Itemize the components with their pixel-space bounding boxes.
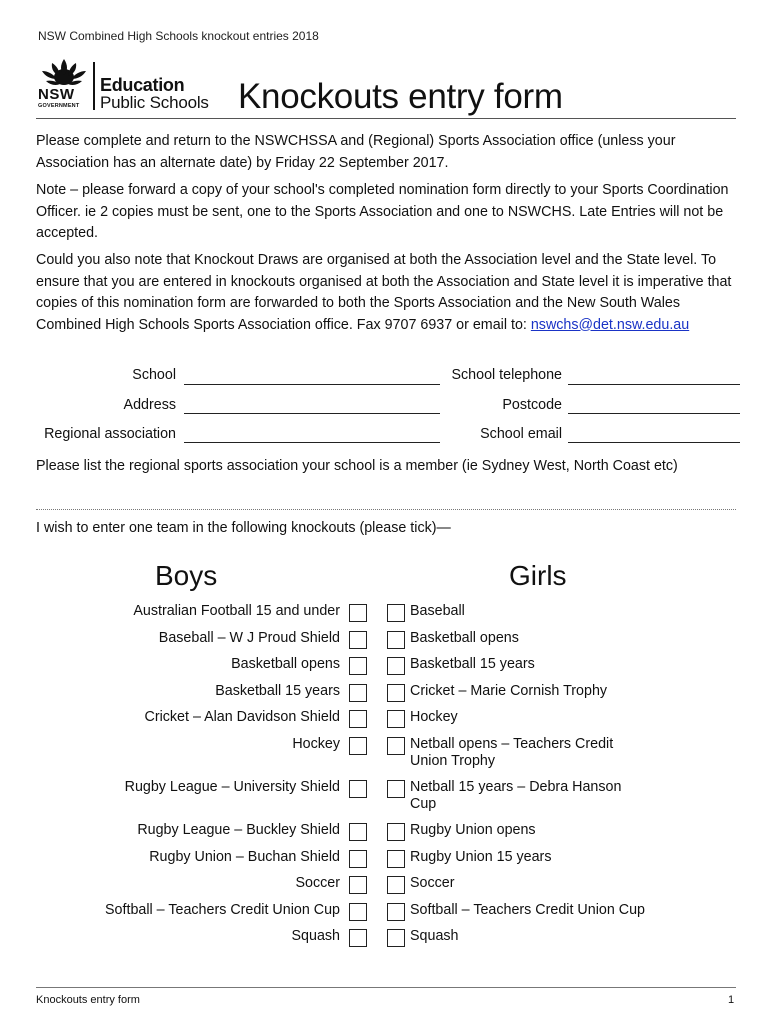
girls-item-checkbox[interactable] — [387, 657, 405, 675]
education-wordmark — [100, 76, 209, 112]
boys-item-label: Hockey — [292, 736, 340, 752]
school-email-field[interactable] — [568, 442, 740, 443]
boys-item-label: Squash — [291, 928, 340, 944]
school-label: School — [132, 367, 176, 383]
postcode-field[interactable] — [568, 413, 740, 414]
school-telephone-field[interactable] — [568, 384, 740, 385]
girls-item-label: Rugby Union 15 years — [410, 849, 552, 865]
girls-item-checkbox[interactable] — [387, 780, 405, 798]
boys-item-label: Rugby Union – Buchan Shield — [149, 849, 340, 865]
boys-item-checkbox[interactable] — [349, 737, 367, 755]
girls-item-label: Cricket – Marie Cornish Trophy — [410, 683, 608, 699]
girls-item-label: Basketball opens — [410, 630, 519, 646]
boys-item-checkbox[interactable] — [349, 823, 367, 841]
boys-item-label: Basketball 15 years — [215, 683, 340, 699]
footer-divider — [36, 987, 736, 988]
note-paragraph: Note – please forward a copy of your school's completed nomination form directly to your Sports Coordination Officer. ie 2 copies must be sent, one to the Sports Association and one to NSWCHS. Late Entries will not be accepted. — [36, 182, 729, 241]
boys-item-checkbox[interactable] — [349, 710, 367, 728]
girls-item-checkbox[interactable] — [387, 737, 405, 755]
girls-item-label: Hockey — [410, 709, 458, 725]
draws-text: Could you also note that Knockout Draws are organised at both the Association level and the State level. To ensure that you are entered in knockouts organised at both the Association and State level it is imperative that copies of this nomination form are forwarded to both the Sports Association and the New South Wales Combined High Schools Sports Association office. Fax 9707 6937 or email to: — [36, 252, 732, 333]
girls-item-label: Baseball — [410, 603, 465, 619]
girls-item-checkbox[interactable] — [387, 684, 405, 702]
header-note: NSW Combined High Schools knockout entries 2018 — [38, 29, 319, 43]
boys-item-checkbox[interactable] — [349, 604, 367, 622]
boys-item-checkbox[interactable] — [349, 903, 367, 921]
girls-item-checkbox[interactable] — [387, 631, 405, 649]
regional-association-field[interactable] — [184, 442, 440, 443]
girls-item-checkbox[interactable] — [387, 903, 405, 921]
boys-item-label: Softball – Teachers Credit Union Cup — [105, 902, 340, 918]
girls-item-checkbox[interactable] — [387, 929, 405, 947]
team-intro: I wish to enter one team in the following knockouts (please tick)— — [36, 520, 451, 536]
logo-divider — [93, 62, 95, 110]
girls-heading: Girls — [509, 560, 567, 591]
girls-item-checkbox[interactable] — [387, 850, 405, 868]
girls-item-label: Netball 15 years – Debra Hanson Cup — [410, 779, 622, 812]
boys-item-checkbox[interactable] — [349, 684, 367, 702]
boys-item-checkbox[interactable] — [349, 631, 367, 649]
waratah-logo-icon — [38, 57, 90, 87]
girls-item-checkbox[interactable] — [387, 876, 405, 894]
footer-title: Knockouts entry form — [36, 994, 140, 1006]
girls-item-label: Basketball 15 years — [410, 656, 535, 672]
email-link[interactable]: nswchs@det.nsw.edu.au — [530, 316, 690, 333]
page-title: Knockouts entry form — [238, 77, 563, 116]
school-field[interactable] — [184, 384, 440, 385]
government-wordmark: GOVERNMENT — [38, 103, 80, 109]
boys-item-label: Soccer — [295, 875, 340, 891]
boys-item-checkbox[interactable] — [349, 850, 367, 868]
regional-list-field[interactable] — [36, 509, 736, 510]
postcode-label: Postcode — [502, 397, 562, 413]
girls-item-label: Soccer — [410, 875, 455, 891]
school-email-label: School email — [480, 426, 562, 442]
girls-item-label: Netball opens – Teachers Credit Union Trophy — [410, 736, 614, 769]
boys-item-label: Rugby League – Buckley Shield — [137, 822, 340, 838]
boys-item-label: Cricket – Alan Davidson Shield — [144, 709, 340, 725]
title-divider — [36, 118, 736, 119]
list-prompt: Please list the regional sports association your school is a member (ie Sydney West, North Coast etc) — [36, 458, 678, 474]
boys-item-label: Australian Football 15 and under — [133, 603, 340, 619]
instructions-paragraph: Please complete and return to the NSWCHSSA and (Regional) Sports Association office (unless your Association has an alternate date) by Friday 22 September 2017. — [36, 133, 676, 171]
address-field[interactable] — [184, 413, 440, 414]
regional-association-label: Regional association — [44, 426, 176, 442]
boys-item-checkbox[interactable] — [349, 780, 367, 798]
draws-paragraph — [36, 250, 736, 336]
girls-item-checkbox[interactable] — [387, 710, 405, 728]
boys-item-checkbox[interactable] — [349, 929, 367, 947]
public-schools-line: Public Schools — [100, 93, 209, 112]
girls-item-label: Rugby Union opens — [410, 822, 536, 838]
school-telephone-label: School telephone — [451, 367, 562, 383]
address-label: Address — [123, 397, 176, 413]
boys-item-checkbox[interactable] — [349, 657, 367, 675]
boys-item-label: Baseball – W J Proud Shield — [158, 630, 340, 646]
education-line: Education — [100, 75, 185, 95]
girls-item-label: Softball – Teachers Credit Union Cup — [410, 902, 645, 918]
page-number: 1 — [728, 994, 735, 1006]
boys-item-checkbox[interactable] — [349, 876, 367, 894]
girls-item-checkbox[interactable] — [387, 823, 405, 841]
nsw-wordmark: NSW — [38, 86, 75, 103]
boys-item-label: Rugby League – University Shield — [124, 779, 340, 795]
boys-heading: Boys — [155, 560, 218, 591]
girls-item-label: Squash — [410, 928, 459, 944]
girls-item-checkbox[interactable] — [387, 604, 405, 622]
boys-item-label: Basketball opens — [231, 656, 340, 672]
